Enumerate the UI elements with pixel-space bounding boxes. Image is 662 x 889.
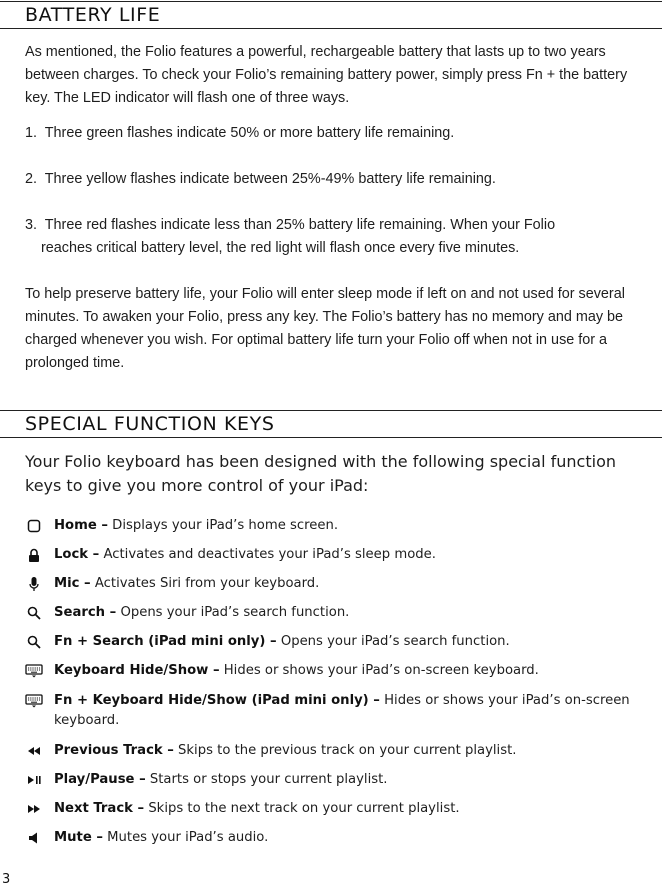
lock-icon [25, 547, 43, 563]
home-icon [25, 518, 43, 534]
battery-life-header [0, 1, 662, 29]
key-row-next-track [25, 799, 640, 819]
key-row-home [25, 516, 640, 536]
search-icon [25, 605, 43, 621]
key-row-fn-keyboard-hide-show [25, 691, 640, 731]
key-description: Skips to the next track on your current playlist. [148, 801, 460, 816]
previous-track-icon [25, 743, 43, 759]
next-track-icon [25, 801, 43, 817]
key-name: Previous Track – [54, 743, 174, 758]
key-name: Search – [54, 605, 117, 620]
key-description: Opens your iPad’s search function. [120, 605, 350, 620]
key-name: Mic – [54, 576, 91, 591]
key-description: Hides or shows your iPad’s on-screen keyboard. [223, 663, 539, 678]
key-name: Next Track – [54, 801, 145, 816]
key-name: Home – [54, 518, 108, 533]
list-item-text: Three green flashes indicate 50% or more battery life remaining. [44, 125, 455, 141]
special-function-keys-header [0, 410, 662, 438]
page-number: 3 [2, 872, 11, 887]
key-row-play-pause [25, 770, 640, 790]
list-item-number: 2. [25, 171, 38, 187]
list-item-number: 1. [25, 125, 38, 141]
key-row-search [25, 603, 640, 623]
list-item-text: Three red flashes indicate less than 25% battery life remaining. When your Folio [44, 217, 556, 233]
list-item [25, 168, 640, 191]
mute-icon [25, 830, 43, 846]
key-description: Activates and deactivates your iPad’s sleep mode. [103, 547, 436, 562]
key-description: Starts or stops your current playlist. [149, 772, 388, 787]
key-name: Fn + Keyboard Hide/Show (iPad mini only) – [54, 693, 380, 708]
special-intro-paragraph: Your Folio keyboard has been designed with the following special function keys to give you more control of your iPad: [25, 452, 616, 495]
key-name: Mute – [54, 830, 103, 845]
section-title: SPECIAL FUNCTION KEYS [25, 413, 275, 435]
key-description: Opens your iPad’s search function. [280, 634, 510, 649]
list-item-text: Three yellow flashes indicate between 25%-49% battery life remaining. [44, 171, 496, 187]
key-row-fn-search [25, 632, 640, 652]
key-description: Displays your iPad’s home screen. [112, 518, 339, 533]
battery-outro-paragraph: To help preserve battery life, your Folio will enter sleep mode if left on and not used for several minutes. To awaken your Folio, press any key. The Folio’s battery has no memory and may be charged whenever you wish. For optimal battery life turn your Folio off when not in use for a prolonged time. [25, 286, 625, 371]
list-item-text-continued: reaches critical battery level, the red light will flash once every five minutes. [41, 240, 520, 256]
key-description: Mutes your iPad’s audio. [107, 830, 269, 845]
section-title: BATTERY LIFE [25, 4, 161, 26]
key-description: Activates Siri from your keyboard. [94, 576, 320, 591]
key-row-mute [25, 828, 640, 848]
key-name: Play/Pause – [54, 772, 146, 787]
key-row-keyboard-hide-show [25, 661, 640, 681]
key-name: Fn + Search (iPad mini only) – [54, 634, 277, 649]
key-row-previous-track [25, 741, 640, 761]
list-item-number: 3. [25, 217, 38, 233]
mic-icon [25, 576, 43, 592]
key-row-lock [25, 545, 640, 565]
key-description: Hides or shows your iPad’s on-screen keyboard. [54, 693, 630, 728]
play-pause-icon [25, 772, 43, 788]
list-item [25, 214, 640, 260]
battery-intro-paragraph: As mentioned, the Folio features a powerful, rechargeable battery that lasts up to two years between charges. To check your Folio’s remaining battery power, simply press Fn + the battery key. The LED indicator will flash one of three ways. [25, 44, 628, 106]
keyboard-icon [25, 693, 43, 709]
key-row-mic [25, 574, 640, 594]
list-item [25, 122, 640, 145]
keyboard-icon [25, 663, 43, 679]
key-name: Keyboard Hide/Show – [54, 663, 220, 678]
key-description: Skips to the previous track on your current playlist. [178, 743, 517, 758]
key-name: Lock – [54, 547, 100, 562]
search-icon [25, 634, 43, 650]
